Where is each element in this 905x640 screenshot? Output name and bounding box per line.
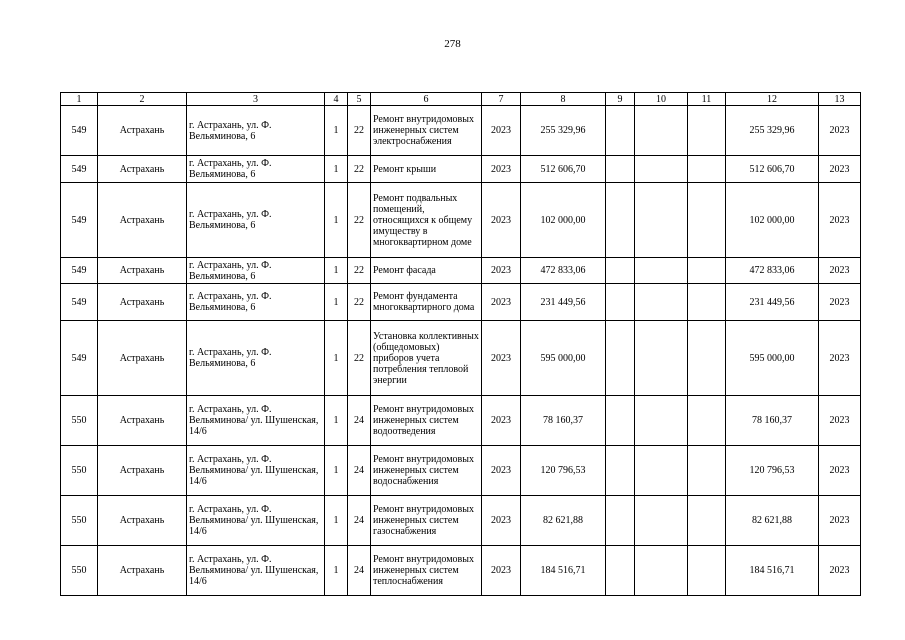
year-cell: 2023 [482, 106, 521, 156]
work-type-cell: Ремонт крыши [371, 156, 482, 183]
work-type-cell: Ремонт внутридомовых инженерных систем электроснабжения [371, 106, 482, 156]
column-header-6: 6 [371, 93, 482, 106]
cost-cell: 102 000,00 [521, 183, 606, 258]
column-11-cell [688, 546, 726, 596]
row-number-cell: 550 [61, 396, 98, 446]
column-9-cell [606, 258, 635, 284]
column-header-7: 7 [482, 93, 521, 106]
column-9-cell [606, 321, 635, 396]
work-type-cell: Ремонт внутридомовых инженерных систем газоснабжения [371, 496, 482, 546]
column-5-cell: 24 [348, 446, 371, 496]
address-cell: г. Астрахань, ул. Ф. Вельяминова, 6 [187, 183, 325, 258]
column-10-cell [635, 183, 688, 258]
column-5-cell: 22 [348, 258, 371, 284]
column-4-cell: 1 [325, 396, 348, 446]
row-number-cell: 550 [61, 446, 98, 496]
column-4-cell: 1 [325, 106, 348, 156]
table-row [61, 396, 861, 446]
column-5-cell: 22 [348, 183, 371, 258]
column-4-cell: 1 [325, 321, 348, 396]
total-cost-cell: 184 516,71 [726, 546, 819, 596]
city-cell: Астрахань [98, 258, 187, 284]
cost-cell: 78 160,37 [521, 396, 606, 446]
column-header-12: 12 [726, 93, 819, 106]
work-type-cell: Ремонт внутридомовых инженерных систем водоотведения [371, 396, 482, 446]
column-4-cell: 1 [325, 183, 348, 258]
column-4-cell: 1 [325, 546, 348, 596]
city-cell: Астрахань [98, 546, 187, 596]
year-cell: 2023 [482, 546, 521, 596]
cost-cell: 231 449,56 [521, 284, 606, 321]
column-9-cell [606, 284, 635, 321]
column-11-cell [688, 106, 726, 156]
total-cost-cell: 102 000,00 [726, 183, 819, 258]
column-11-cell [688, 156, 726, 183]
column-10-cell [635, 321, 688, 396]
column-11-cell [688, 183, 726, 258]
cost-cell: 120 796,53 [521, 446, 606, 496]
cost-cell: 255 329,96 [521, 106, 606, 156]
work-type-cell: Ремонт подвальных помещений, относящихся к общему имуществу в многоквартирном доме [371, 183, 482, 258]
city-cell: Астрахань [98, 106, 187, 156]
column-4-cell: 1 [325, 446, 348, 496]
city-cell: Астрахань [98, 321, 187, 396]
table-row [61, 284, 861, 321]
completion-year-cell: 2023 [819, 321, 861, 396]
address-cell: г. Астрахань, ул. Ф. Вельяминова/ ул. Шушенская, 14/6 [187, 546, 325, 596]
column-header-11: 11 [688, 93, 726, 106]
column-11-cell [688, 496, 726, 546]
work-type-cell: Ремонт внутридомовых инженерных систем теплоснабжения [371, 546, 482, 596]
completion-year-cell: 2023 [819, 396, 861, 446]
year-cell: 2023 [482, 258, 521, 284]
column-5-cell: 22 [348, 156, 371, 183]
city-cell: Астрахань [98, 446, 187, 496]
address-cell: г. Астрахань, ул. Ф. Вельяминова, 6 [187, 321, 325, 396]
column-11-cell [688, 446, 726, 496]
table-row [61, 156, 861, 183]
column-header-2: 2 [98, 93, 187, 106]
work-type-cell: Ремонт фасада [371, 258, 482, 284]
column-5-cell: 24 [348, 496, 371, 546]
address-cell: г. Астрахань, ул. Ф. Вельяминова, 6 [187, 258, 325, 284]
column-4-cell: 1 [325, 496, 348, 546]
column-5-cell: 24 [348, 396, 371, 446]
column-4-cell: 1 [325, 258, 348, 284]
table-row [61, 546, 861, 596]
column-header-13: 13 [819, 93, 861, 106]
column-4-cell: 1 [325, 284, 348, 321]
column-9-cell [606, 183, 635, 258]
capital-repair-table [60, 92, 861, 596]
column-9-cell [606, 496, 635, 546]
completion-year-cell: 2023 [819, 156, 861, 183]
column-9-cell [606, 546, 635, 596]
cost-cell: 184 516,71 [521, 546, 606, 596]
table-row [61, 183, 861, 258]
table-row [61, 496, 861, 546]
cost-cell: 512 606,70 [521, 156, 606, 183]
column-10-cell [635, 284, 688, 321]
total-cost-cell: 255 329,96 [726, 106, 819, 156]
column-5-cell: 22 [348, 284, 371, 321]
city-cell: Астрахань [98, 156, 187, 183]
year-cell: 2023 [482, 156, 521, 183]
column-10-cell [635, 496, 688, 546]
table-row [61, 106, 861, 156]
column-10-cell [635, 396, 688, 446]
column-9-cell [606, 106, 635, 156]
column-header-4: 4 [325, 93, 348, 106]
completion-year-cell: 2023 [819, 106, 861, 156]
completion-year-cell: 2023 [819, 258, 861, 284]
year-cell: 2023 [482, 396, 521, 446]
address-cell: г. Астрахань, ул. Ф. Вельяминова/ ул. Шушенская, 14/6 [187, 496, 325, 546]
table-header-row [61, 93, 861, 106]
year-cell: 2023 [482, 284, 521, 321]
work-type-cell: Ремонт внутридомовых инженерных систем водоснабжения [371, 446, 482, 496]
column-header-8: 8 [521, 93, 606, 106]
cost-cell: 472 833,06 [521, 258, 606, 284]
city-cell: Астрахань [98, 183, 187, 258]
column-header-1: 1 [61, 93, 98, 106]
work-type-cell: Установка коллективных (общедомовых) приборов учета потребления тепловой энергии [371, 321, 482, 396]
completion-year-cell: 2023 [819, 546, 861, 596]
address-cell: г. Астрахань, ул. Ф. Вельяминова, 6 [187, 284, 325, 321]
page-number: 278 [444, 38, 461, 50]
table-row [61, 446, 861, 496]
year-cell: 2023 [482, 321, 521, 396]
row-number-cell: 550 [61, 546, 98, 596]
address-cell: г. Астрахань, ул. Ф. Вельяминова/ ул. Шушенская, 14/6 [187, 446, 325, 496]
address-cell: г. Астрахань, ул. Ф. Вельяминова/ ул. Шушенская, 14/6 [187, 396, 325, 446]
column-10-cell [635, 546, 688, 596]
row-number-cell: 549 [61, 258, 98, 284]
year-cell: 2023 [482, 496, 521, 546]
completion-year-cell: 2023 [819, 284, 861, 321]
city-cell: Астрахань [98, 396, 187, 446]
total-cost-cell: 82 621,88 [726, 496, 819, 546]
column-header-9: 9 [606, 93, 635, 106]
column-9-cell [606, 396, 635, 446]
row-number-cell: 549 [61, 321, 98, 396]
total-cost-cell: 78 160,37 [726, 396, 819, 446]
work-type-cell: Ремонт фундамента многоквартирного дома [371, 284, 482, 321]
address-cell: г. Астрахань, ул. Ф. Вельяминова, 6 [187, 156, 325, 183]
column-11-cell [688, 258, 726, 284]
column-5-cell: 22 [348, 321, 371, 396]
column-9-cell [606, 156, 635, 183]
column-5-cell: 24 [348, 546, 371, 596]
column-9-cell [606, 446, 635, 496]
completion-year-cell: 2023 [819, 496, 861, 546]
city-cell: Астрахань [98, 496, 187, 546]
column-11-cell [688, 284, 726, 321]
row-number-cell: 549 [61, 183, 98, 258]
column-11-cell [688, 396, 726, 446]
year-cell: 2023 [482, 446, 521, 496]
total-cost-cell: 512 606,70 [726, 156, 819, 183]
column-10-cell [635, 156, 688, 183]
column-10-cell [635, 446, 688, 496]
row-number-cell: 550 [61, 496, 98, 546]
city-cell: Астрахань [98, 284, 187, 321]
column-header-10: 10 [635, 93, 688, 106]
column-10-cell [635, 106, 688, 156]
year-cell: 2023 [482, 183, 521, 258]
completion-year-cell: 2023 [819, 446, 861, 496]
column-5-cell: 22 [348, 106, 371, 156]
column-11-cell [688, 321, 726, 396]
total-cost-cell: 120 796,53 [726, 446, 819, 496]
total-cost-cell: 595 000,00 [726, 321, 819, 396]
address-cell: г. Астрахань, ул. Ф. Вельяминова, 6 [187, 106, 325, 156]
completion-year-cell: 2023 [819, 183, 861, 258]
column-header-5: 5 [348, 93, 371, 106]
row-number-cell: 549 [61, 284, 98, 321]
table-row [61, 258, 861, 284]
row-number-cell: 549 [61, 156, 98, 183]
cost-cell: 595 000,00 [521, 321, 606, 396]
row-number-cell: 549 [61, 106, 98, 156]
column-10-cell [635, 258, 688, 284]
total-cost-cell: 231 449,56 [726, 284, 819, 321]
column-4-cell: 1 [325, 156, 348, 183]
total-cost-cell: 472 833,06 [726, 258, 819, 284]
table-row [61, 321, 861, 396]
column-header-3: 3 [187, 93, 325, 106]
cost-cell: 82 621,88 [521, 496, 606, 546]
